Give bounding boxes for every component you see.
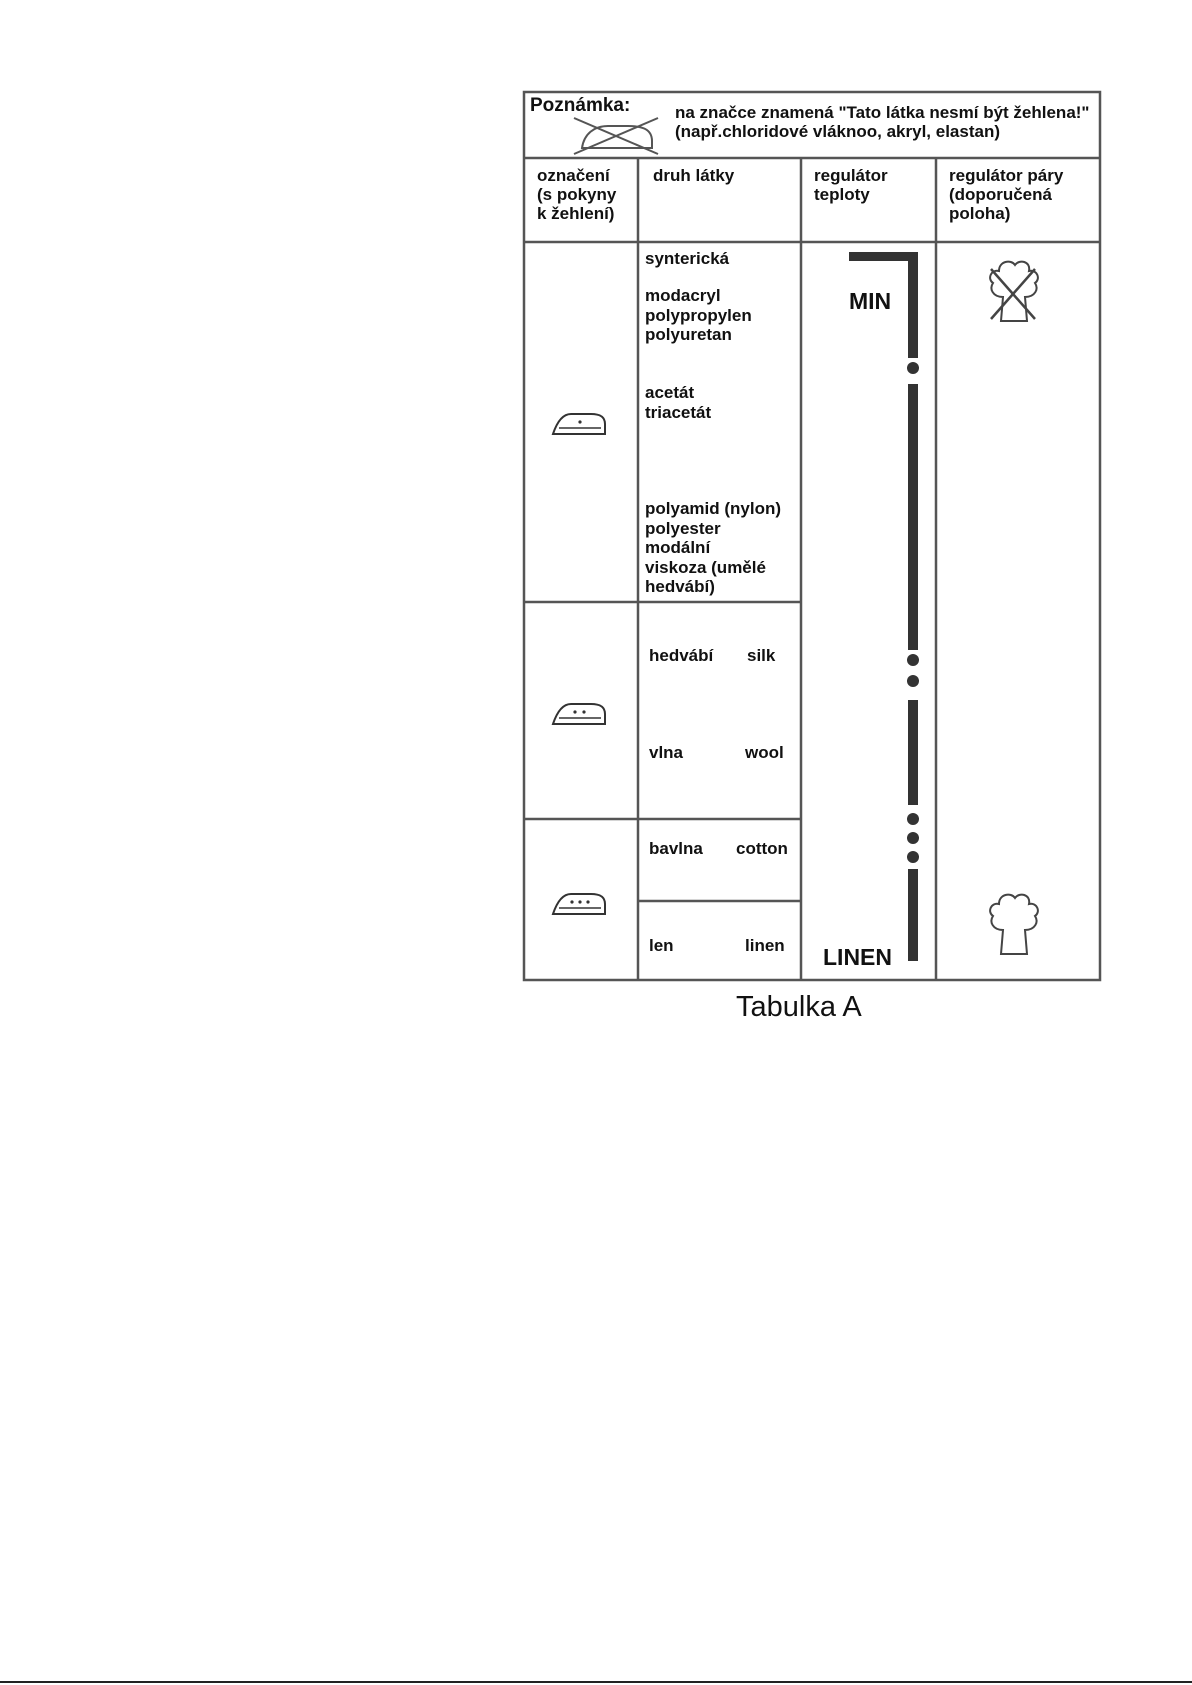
note-text-1: na značce znamená "Tato látka nesmí být žehlena!" — [675, 103, 1090, 122]
iron-two-dots-icon — [551, 698, 607, 726]
iron-one-dot-icon — [551, 408, 607, 436]
fabric-cotton-en: cotton — [736, 839, 788, 858]
fabric-group-polyamide: polyamid (nylon) polyester modální viskoza (umělé hedvábí) — [645, 499, 781, 596]
iron-three-dots-icon — [551, 888, 607, 916]
header-marking: označení (s pokyny k žehlení) — [537, 166, 617, 223]
header-temp: regulátor teploty — [814, 166, 888, 204]
header-fabric: druh látky — [653, 166, 735, 185]
temperature-scale-gaps — [840, 245, 920, 975]
fabric-group-acetate: acetát triacetát — [645, 383, 712, 422]
note-text-2: (např.chloridové vláknoo, akryl, elastan) — [675, 122, 1000, 141]
page-bottom-rule — [0, 1681, 1192, 1683]
fabric-linen-cz: len — [649, 936, 674, 955]
fabric-wool-cz: vlna — [649, 743, 684, 762]
fabric-group-modacryl: modacryl polypropylen polyuretan — [645, 286, 752, 344]
fabric-silk-en: silk — [747, 646, 776, 665]
note-label: Poznámka: — [530, 95, 631, 116]
fabric-silk-cz: hedvábí — [649, 646, 714, 665]
dial-linen-label: LINEN — [823, 944, 892, 970]
fabric-wool-en: wool — [745, 743, 784, 762]
header-steam: regulátor páry (doporučená poloha) — [949, 166, 1064, 223]
fabric-cotton-cz: bavlna — [649, 839, 703, 858]
table-caption: Tabulka A — [736, 991, 862, 1023]
fabric-linen-en: linen — [745, 936, 785, 955]
steam-max-icon — [985, 888, 1043, 958]
fabric-group-synthetic: synterická — [645, 249, 730, 268]
dial-min-label: MIN — [849, 288, 892, 314]
steam-off-icon — [985, 255, 1043, 325]
no-ironing-icon — [568, 114, 664, 156]
